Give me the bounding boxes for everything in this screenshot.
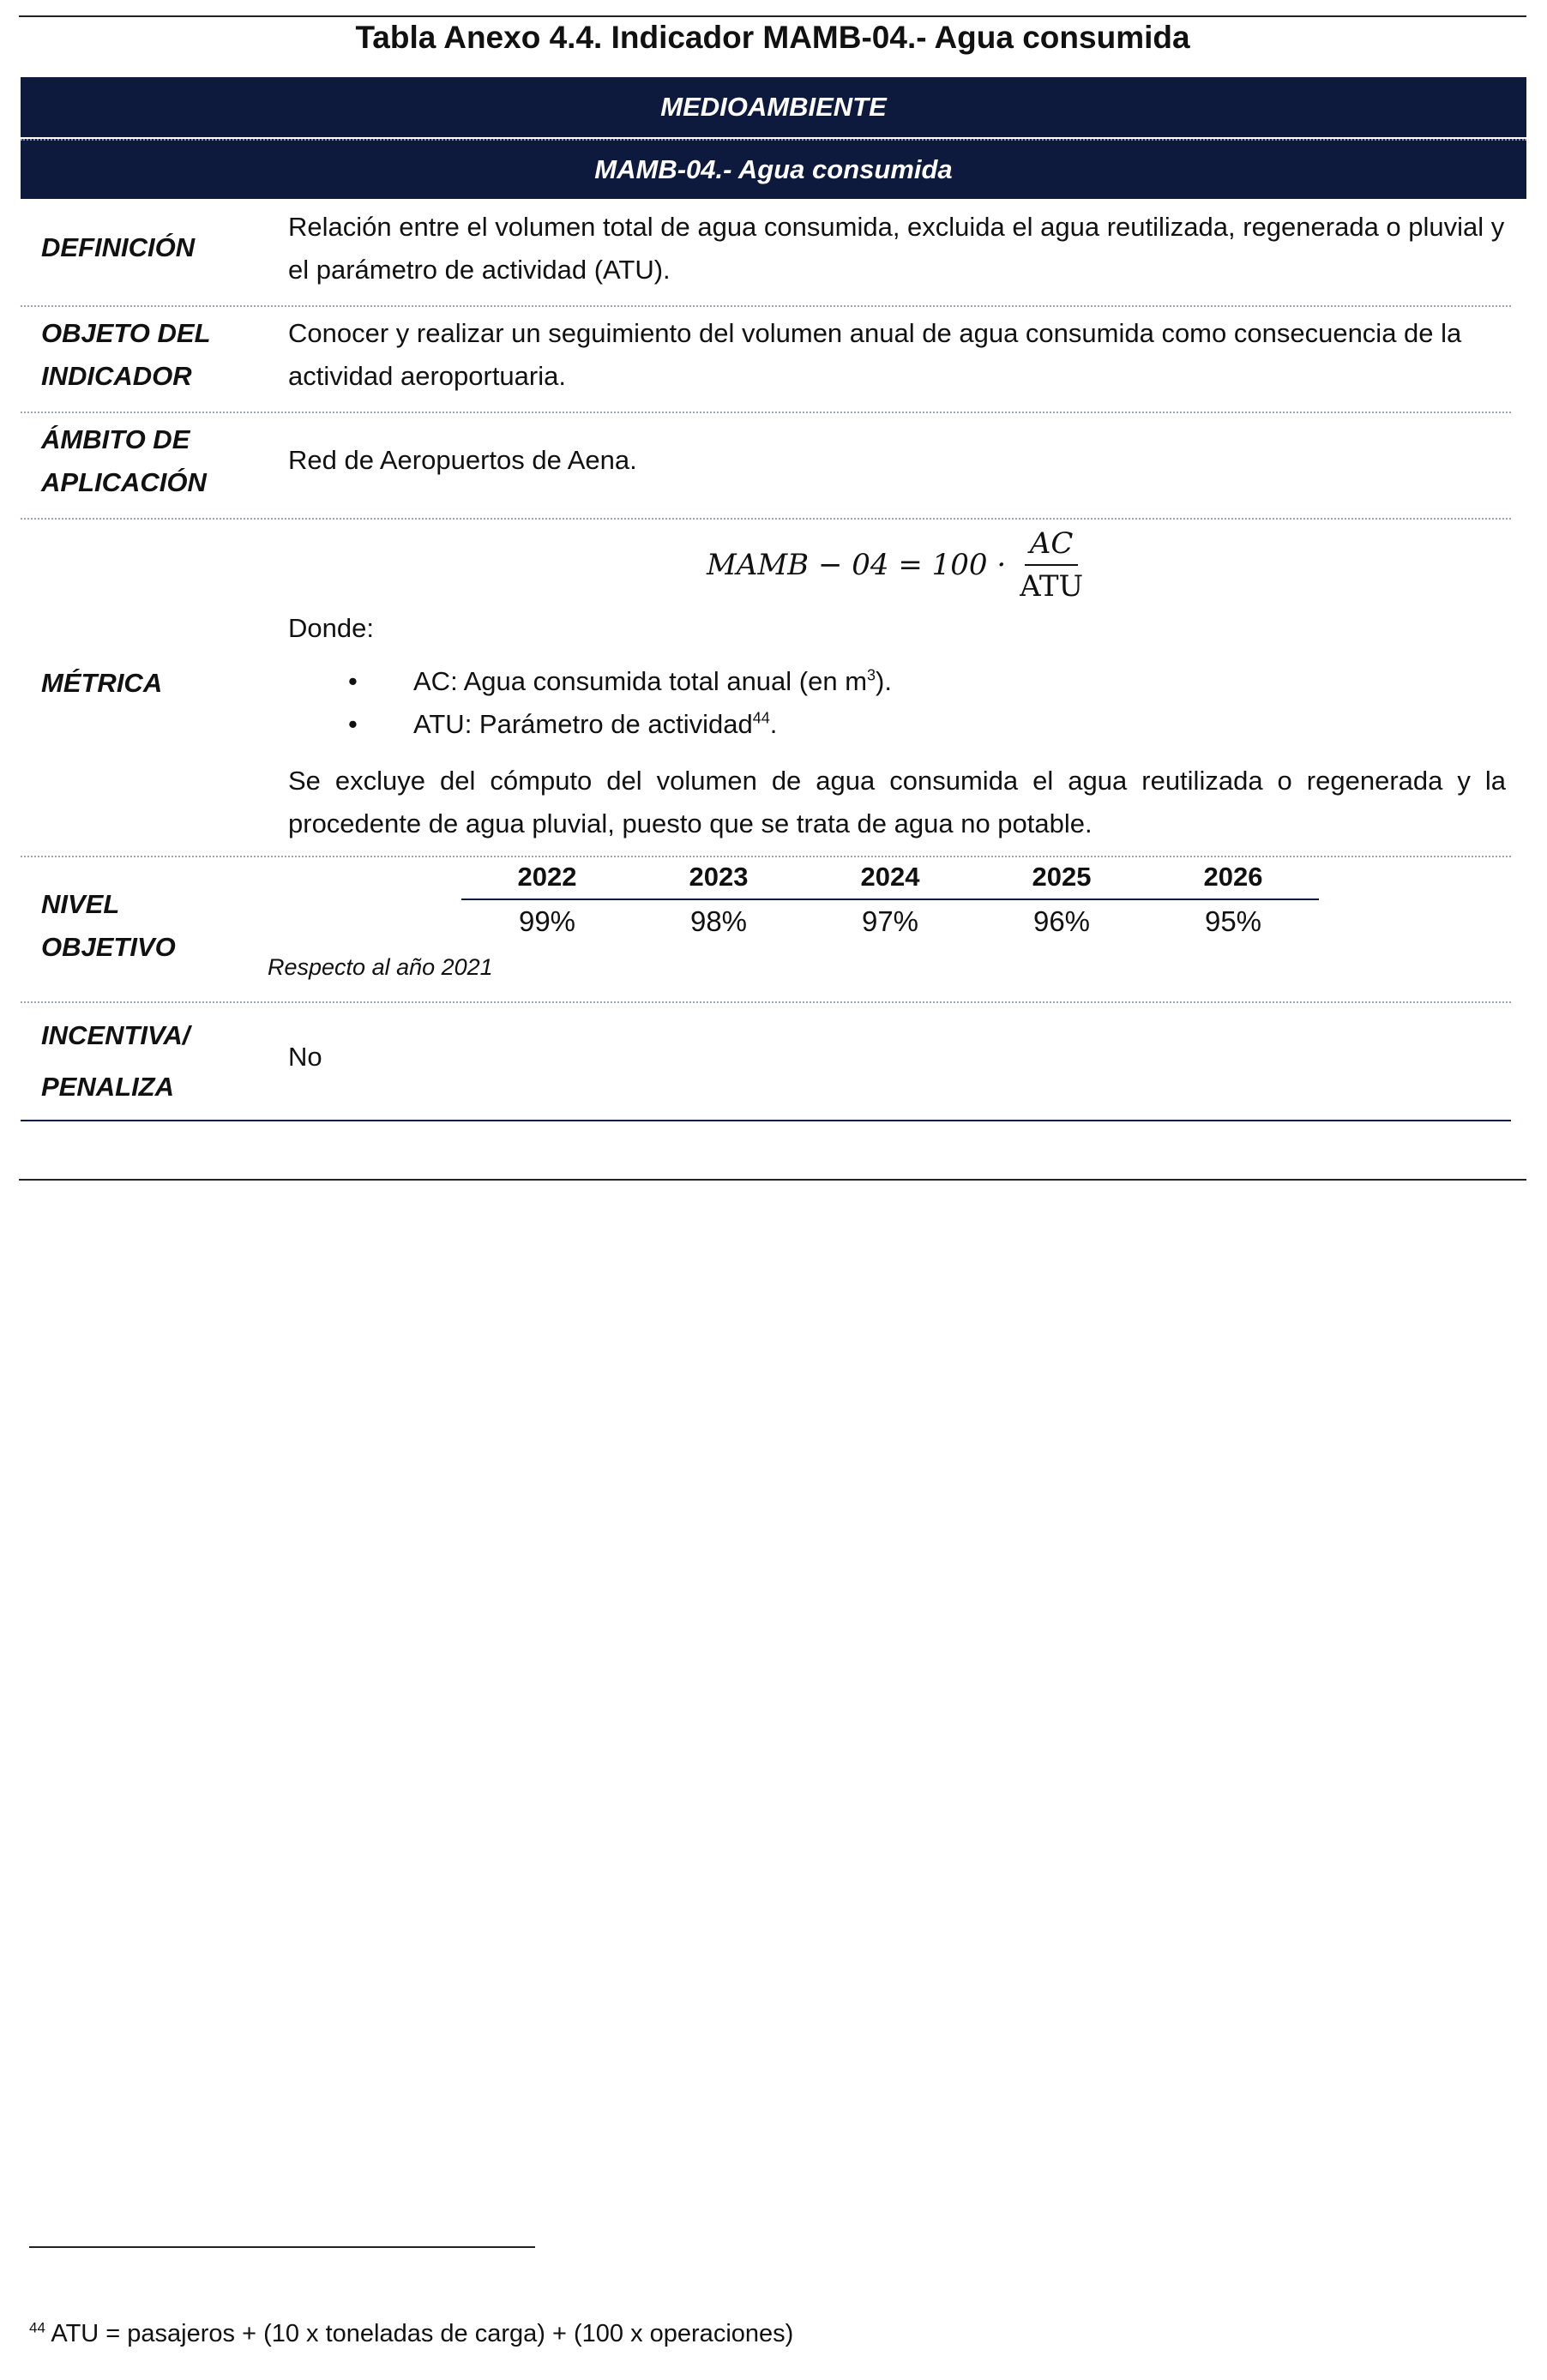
footnote bbox=[29, 2315, 793, 2353]
bullet-atu-text: ATU: Parámetro de actividad bbox=[413, 709, 753, 739]
bullet-ac-end: ). bbox=[876, 666, 892, 696]
formula-lhs: MAMB − 04 = 100 · bbox=[707, 548, 1007, 582]
label-definicion: DEFINICIÓN bbox=[41, 232, 196, 262]
definicion-text: Relación entre el volumen total de agua consumida, excluida el agua reutilizada, regenerada o pluvial y el parámetro de actividad (ATU). bbox=[288, 212, 1505, 285]
bullet-atu-end: . bbox=[769, 709, 778, 739]
row-ambito bbox=[21, 412, 1511, 520]
bullet-item-atu bbox=[288, 703, 1506, 746]
label-nivel bbox=[41, 883, 273, 969]
row-metrica bbox=[21, 518, 1511, 857]
table-title: Tabla Anexo 4.4. Indicador MAMB-04.- Agua consumida bbox=[355, 20, 1190, 55]
section-banner: MEDIOAMBIENTE bbox=[21, 77, 1526, 137]
target-value: 99% bbox=[518, 905, 576, 937]
label-ambito-line1: ÁMBITO DE bbox=[41, 424, 190, 454]
label-ambito-line2: APLICACIÓN bbox=[41, 467, 207, 497]
indicator-banner: MAMB-04.- Agua consumida bbox=[21, 139, 1526, 199]
bullet-ac-text: AC: Agua consumida total anual (en m bbox=[413, 666, 868, 696]
row-nivel bbox=[21, 856, 1511, 1003]
bullet-list bbox=[288, 660, 1506, 746]
row-definicion bbox=[21, 199, 1511, 307]
label-nivel-line1: NIVEL bbox=[41, 889, 120, 919]
label-nivel-line2: OBJETIVO bbox=[41, 932, 176, 962]
objeto-text: Conocer y realizar un seguimiento del volumen anual de agua consumida como consecuencia de la actividad aeroportuaria. bbox=[288, 318, 1462, 391]
bottom-rule bbox=[19, 1179, 1526, 1181]
footnote-reference[interactable]: 44 bbox=[752, 709, 770, 727]
year-header: 2022 bbox=[517, 862, 577, 892]
label-objeto-line1: OBJETO DEL bbox=[41, 318, 211, 348]
formula-numerator: AC bbox=[1025, 525, 1079, 566]
row-objeto bbox=[21, 305, 1511, 413]
year-header: 2026 bbox=[1203, 862, 1263, 892]
target-value: 97% bbox=[861, 905, 919, 937]
year-header: 2025 bbox=[1032, 862, 1092, 892]
bullet-icon: • bbox=[348, 709, 358, 739]
formula bbox=[707, 525, 1088, 605]
label-ambito bbox=[41, 418, 273, 504]
label-incentiva bbox=[41, 1010, 273, 1113]
incentiva-text: No bbox=[288, 1042, 322, 1072]
label-objeto bbox=[41, 312, 273, 398]
row-incentiva bbox=[21, 1001, 1511, 1121]
footnote-text: ATU = pasajeros + (10 x toneladas de carga) + (100 x operaciones) bbox=[45, 2320, 794, 2347]
target-reference: Respecto al año 2021 bbox=[268, 954, 493, 980]
footnote-marker: 44 bbox=[29, 2319, 45, 2336]
label-objeto-line2: INDICADOR bbox=[41, 361, 192, 391]
formula-fraction bbox=[1014, 525, 1088, 605]
label-incentiva-line1: INCENTIVA/ bbox=[41, 1020, 190, 1050]
metrica-bullets bbox=[288, 660, 1506, 746]
metrica-donde: Donde: bbox=[288, 613, 374, 643]
target-value: 95% bbox=[1204, 905, 1262, 937]
formula-denominator: ATU bbox=[1020, 569, 1084, 604]
top-rule bbox=[19, 15, 1526, 17]
bullet-icon: • bbox=[348, 666, 358, 696]
metrica-note: Se excluye del cómputo del volumen de agua consumida el agua reutilizada o regenerada y la procedente de agua pluvial, puesto que se trata de agua no potable. bbox=[288, 766, 1506, 838]
bullet-ac-sup: 3 bbox=[867, 666, 876, 684]
target-value: 96% bbox=[1032, 905, 1091, 937]
footnote-separator bbox=[29, 2246, 535, 2248]
label-incentiva-line2: PENALIZA bbox=[41, 1072, 174, 1102]
ambito-text: Red de Aeropuertos de Aena. bbox=[288, 445, 637, 475]
bullet-item-ac bbox=[288, 660, 1506, 703]
target-value: 98% bbox=[689, 905, 748, 937]
year-header: 2023 bbox=[689, 862, 749, 892]
label-metrica: MÉTRICA bbox=[41, 668, 163, 698]
year-header: 2024 bbox=[860, 862, 920, 892]
